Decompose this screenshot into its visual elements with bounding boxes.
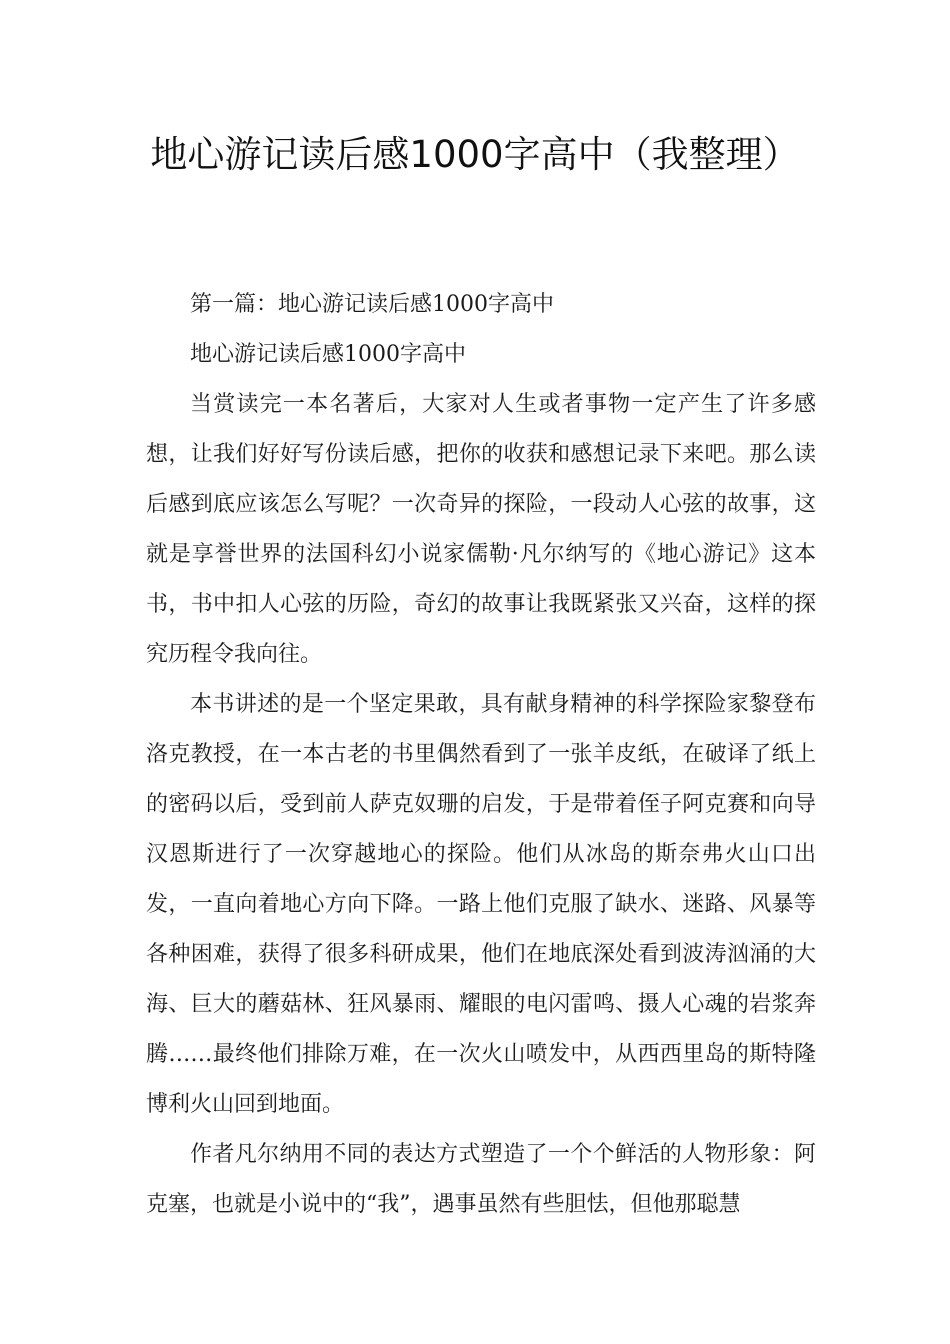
document-body [146, 280, 816, 1230]
paragraph-intro: 当赏读完一本名著后，大家对人生或者事物一定产生了许多感想，让我们好好写份读后感，把你的收获和感想记录下来吧。那么读后感到底应该怎么写呢？一次奇异的探险，一段动人心弦的故事，这就是享誉世界的法国科幻小说家儒勒·凡尔纳写的《地心游记》这本书，书中扣人心弦的历险，奇幻的故事让我既紧张又兴奋，这样的探究历程令我向往。 [146, 392, 816, 667]
paragraph-characters: 作者凡尔纳用不同的表达方式塑造了一个个鲜活的人物形象：阿克塞，也就是小说中的“我”，遇事虽然有些胆怯，但他那聪慧 [146, 1142, 816, 1217]
document-title: 地心游记读后感1000字高中（我整理） [150, 133, 800, 176]
section-heading: 第一篇：地心游记读后感1000字高中 [190, 292, 554, 317]
article-subtitle: 地心游记读后感1000字高中 [190, 342, 466, 367]
paragraph-summary: 本书讲述的是一个坚定果敢，具有献身精神的科学探险家黎登布洛克教授，在一本古老的书里偶然看到了一张羊皮纸，在破译了纸上的密码以后，受到前人萨克奴珊的启发，于是带着侄子阿克赛和向导汉恩斯进行了一次穿越地心的探险。他们从冰岛的斯奈弗火山口出发，一直向着地心方向下降。一路上他们克服了缺水、迷路、风暴等各种困难，获得了很多科研成果，他们在地底深处看到波涛汹涌的大海、巨大的蘑菇林、狂风暴雨、耀眼的电闪雷鸣、摄人心魂的岩浆奔腾……最终他们排除万难，在一次火山喷发中，从西西里岛的斯特隆博利火山回到地面。 [146, 692, 816, 1117]
